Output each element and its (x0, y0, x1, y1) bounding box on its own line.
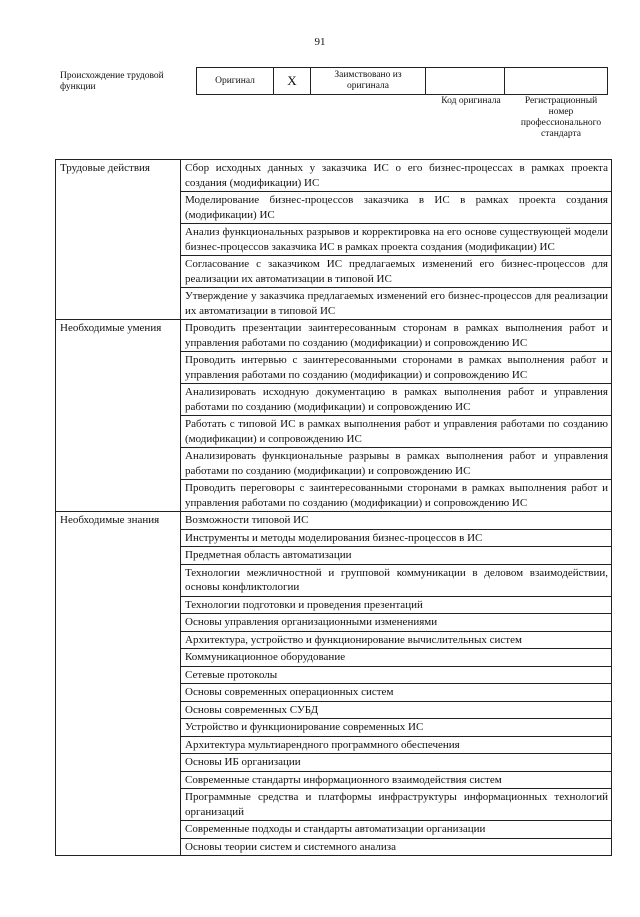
section-item: Утверждение у заказчика предлагаемых изменений его бизнес-процессов для реализации их автоматизации в типовой ИС (181, 288, 612, 320)
section-item: Моделирование бизнес-процессов заказчика в ИС в рамках проекта создания (модификации) ИС (181, 192, 612, 224)
section-label: Необходимые умения (56, 320, 181, 352)
section-item: Технологии межличностной и групповой коммуникации в деловом взаимодействии, основы конфликтологии (181, 564, 612, 596)
section-item: Программные средства и платформы инфраструктуры информационных технологий организаций (181, 789, 612, 821)
table-row (56, 192, 612, 224)
section-item: Устройство и функционирование современных ИС (181, 719, 612, 737)
section-item: Основы управления организационными изменениями (181, 614, 612, 632)
function-table (55, 159, 612, 856)
table-row (56, 754, 612, 772)
section-label (56, 224, 181, 256)
code-cell (426, 68, 505, 95)
origin-label: Происхождение трудовой функции (60, 71, 164, 92)
section-item: Инструменты и методы моделирования бизнес-процессов в ИС (181, 529, 612, 547)
reg-number-caption: Регистрационный номер профессионального стандарта (520, 96, 602, 139)
table-row (56, 256, 612, 288)
section-label (56, 666, 181, 684)
section-label (56, 614, 181, 632)
table-row (56, 838, 612, 856)
table-row (56, 684, 612, 702)
table-row (56, 224, 612, 256)
section-item: Современные стандарты информационного взаимодействия систем (181, 771, 612, 789)
section-label (56, 448, 181, 480)
section-label (56, 564, 181, 596)
section-item: Сбор исходных данных у заказчика ИС о его бизнес-процессах в рамках проекта создания (модификации) ИС (181, 160, 612, 192)
section-label (56, 288, 181, 320)
section-label (56, 771, 181, 789)
table-row (56, 821, 612, 839)
section-label (56, 256, 181, 288)
section-label (56, 547, 181, 565)
section-item: Согласование с заказчиком ИС предлагаемых изменений его бизнес-процессов для реализации их автоматизации в типовой ИС (181, 256, 612, 288)
table-row (56, 701, 612, 719)
section-item: Сетевые протоколы (181, 666, 612, 684)
table-row (56, 448, 612, 480)
section-label (56, 838, 181, 856)
section-item: Архитектура мультиарендного программного обеспечения (181, 736, 612, 754)
table-row (56, 160, 612, 192)
section-item: Анализ функциональных разрывов и корректировка на его основе существующей модели бизнес-процессов заказчика ИС в рамках проекта создания (модификации) ИС (181, 224, 612, 256)
section-label (56, 192, 181, 224)
section-label (56, 529, 181, 547)
section-item: Основы современных операционных систем (181, 684, 612, 702)
section-label (56, 719, 181, 737)
table-row (56, 547, 612, 565)
section-item: Основы ИБ организации (181, 754, 612, 772)
section-label (56, 736, 181, 754)
section-label (56, 684, 181, 702)
table-row (56, 384, 612, 416)
section-item: Работать с типовой ИС в рамках выполнения работ и управления работами по созданию (модификации) и сопровождению ИС (181, 416, 612, 448)
section-label: Трудовые действия (56, 160, 181, 192)
section-item: Архитектура, устройство и функционирование вычислительных систем (181, 631, 612, 649)
table-row (56, 512, 612, 530)
table-row (56, 416, 612, 448)
section-item: Предметная область автоматизации (181, 547, 612, 565)
table-row (56, 666, 612, 684)
table-row (56, 352, 612, 384)
section-item: Основы современных СУБД (181, 701, 612, 719)
section-item: Анализировать исходную документацию в рамках выполнения работ и управления работами по созданию (модификации) и сопровождению ИС (181, 384, 612, 416)
section-item: Коммуникационное оборудование (181, 649, 612, 667)
section-item: Проводить презентации заинтересованным сторонам в рамках выполнения работ и управления работами по созданию (модификации) и сопровождению ИС (181, 320, 612, 352)
section-label (56, 596, 181, 614)
section-item: Основы теории систем и системного анализа (181, 838, 612, 856)
section-item: Анализировать функциональные разрывы в рамках выполнения работ и управления работами по созданию (модификации) и сопровождению ИС (181, 448, 612, 480)
section-label (56, 480, 181, 512)
section-item: Возможности типовой ИС (181, 512, 612, 530)
table-row (56, 719, 612, 737)
section-item: Проводить интервью с заинтересованными сторонами в рамках выполнения работ и управления работами по созданию (модификации) и сопровождению ИС (181, 352, 612, 384)
table-row (56, 789, 612, 821)
table-row (56, 288, 612, 320)
section-label (56, 384, 181, 416)
section-label (56, 352, 181, 384)
section-label (56, 821, 181, 839)
table-row (56, 320, 612, 352)
section-item: Технологии подготовки и проведения презентаций (181, 596, 612, 614)
section-label (56, 701, 181, 719)
page-number: 91 (314, 36, 326, 48)
table-row (56, 564, 612, 596)
original-cell: Оригинал (197, 68, 274, 95)
table-row (56, 736, 612, 754)
section-item: Современные подходы и стандарты автоматизации организации (181, 821, 612, 839)
section-label (56, 754, 181, 772)
table-row (56, 771, 612, 789)
code-caption: Код оригинала (441, 96, 501, 106)
reg-number-cell (505, 68, 608, 95)
table-row (56, 596, 612, 614)
table-row (56, 480, 612, 512)
section-label (56, 649, 181, 667)
borrowed-cell: Заимствовано из оригинала (311, 68, 426, 95)
table-row (56, 649, 612, 667)
section-label (56, 416, 181, 448)
table-row (56, 631, 612, 649)
table-row (56, 529, 612, 547)
table-row (56, 614, 612, 632)
section-label: Необходимые знания (56, 512, 181, 530)
original-mark: X (274, 68, 311, 95)
origin-table (196, 67, 608, 95)
section-label (56, 789, 181, 821)
section-label (56, 631, 181, 649)
section-item: Проводить переговоры с заинтересованными сторонами в рамках выполнения работ и управления работами по созданию (модификации) и сопровождению ИС (181, 480, 612, 512)
